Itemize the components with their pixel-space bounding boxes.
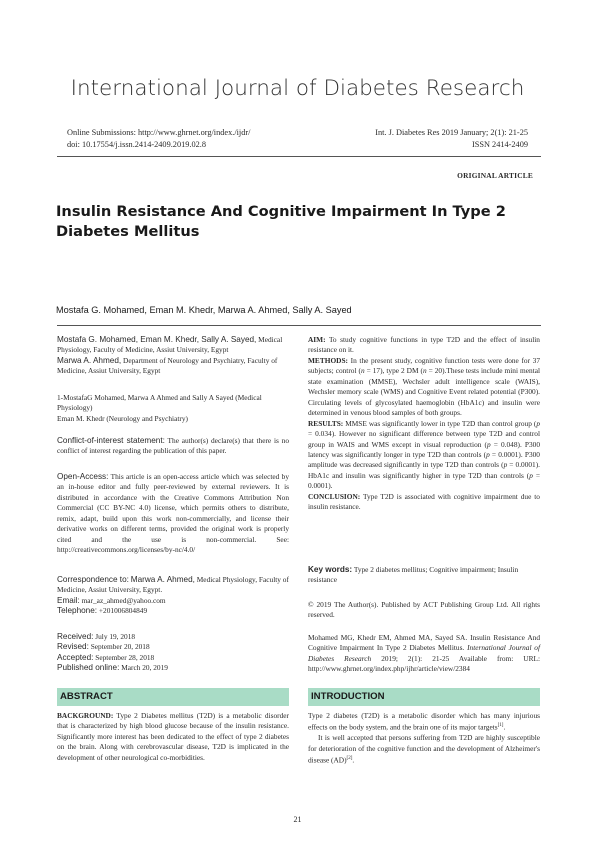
methods-label: METHODS: xyxy=(308,355,348,365)
open-access-label: Open-Access: xyxy=(57,472,109,481)
correspondence-text: Medical Physiology, Faculty of Medicine, Assiut University, Egypt. xyxy=(57,575,289,595)
open-access xyxy=(57,472,289,556)
affiliation-text-1: Medical Physiology, Faculty of Medicine, Assiut University, Egypt xyxy=(57,335,283,355)
authors-rule xyxy=(57,325,541,326)
results-p: p xyxy=(503,460,508,470)
phone-number: +201006804849 xyxy=(98,606,148,616)
aim-text: To study cognitive functions in type T2D and the effect of insulin resistance on it. xyxy=(308,335,540,355)
results-text: = 0.0001). xyxy=(308,470,540,491)
results-p: p xyxy=(486,449,490,459)
submissions-link[interactable]: Online Submissions: http://www.ghrnet.org/index./ijdr/ xyxy=(67,128,251,137)
page-number: 21 xyxy=(293,815,302,824)
intro-paragraph-2 xyxy=(308,733,540,766)
roles-line-2: Eman M. Khedr (Neurology and Psychiatry) xyxy=(57,413,188,423)
journal-meta-right xyxy=(375,127,528,151)
author-roles xyxy=(57,393,289,424)
affiliation-names-1: Mostafa G. Mohamed, Eman M. Khedr, Sally A. Sayed, xyxy=(57,335,257,344)
phone-label: Telephone: xyxy=(57,606,98,616)
received-label: Received: xyxy=(57,632,94,641)
affiliation-names-2: Marwa A. Ahmed, xyxy=(57,355,122,365)
intro-text: . xyxy=(352,755,355,765)
article-type: ORIGINAL ARTICLE xyxy=(457,171,533,180)
citation xyxy=(308,633,540,675)
aim-label: AIM: xyxy=(308,335,326,344)
copyright: © 2019 The Author(s). Published by ACT Publishing Group Ltd. All rights reserved. xyxy=(308,600,540,620)
issn: ISSN 2414-2409 xyxy=(471,140,528,149)
revised-label: Revised: xyxy=(57,642,89,652)
introduction-body xyxy=(308,711,540,766)
intro-text: Type 2 diabetes (T2D) is a metabolic disorder which has many injurious effects on the body system, and the brain one of its major targets xyxy=(308,711,540,732)
conclusion-text: Type T2D is associated with cognitive impairment due to insulin resistance. xyxy=(308,491,540,512)
published-date: March 20, 2019 xyxy=(121,663,168,673)
results-text: = 0.0001). HbA1c and insulin was significantly higher in type T2D than controls ( xyxy=(308,460,541,480)
results-p: p xyxy=(536,418,540,428)
results-text: = 0.0001). P300 amplitude was decreased significantly in type T2D than controls ( xyxy=(308,449,540,470)
abstract-background xyxy=(57,711,289,763)
abstract-methods xyxy=(308,356,540,419)
citation-short: Int. J. Diabetes Res 2019 January; 2(1): 21-25 xyxy=(375,128,528,137)
affiliations xyxy=(57,335,289,377)
abstract-conclusion xyxy=(308,492,540,513)
journal-title: International Journal of Diabetes Research xyxy=(70,76,525,101)
published-label: Published online: xyxy=(57,663,120,673)
intro-text: It is well accepted that persons suffering from T2D are highly susceptible for deterioration of the cognitive function and the development of Alzheimer's disease (AD) xyxy=(308,733,540,765)
accepted-label: Accepted: xyxy=(57,652,94,662)
citation-url[interactable]: 2019; 2(1): 21-25 Available from: URL: http://www.ghrnet.org/index.php/ijhr/article/view/2384 xyxy=(308,653,540,674)
correspondence-name: Marwa A. Ahmed, xyxy=(130,575,195,584)
open-access-text: This article is an open-access article which was selected by an in-house editor and fully peer-reviewed by external reviewers. It is distributed in accordance with the Creative Commons Attribution Non Commercial (CC BY-NC 4.0) license, which permits others to distribute, remix, adapt, build upon this work non-commercially, and license their derivative works on different terms, provided the original work is properly cited and the use is non-commercial. See: http://creativecommons.org/licenses/by-nc/4.0/ xyxy=(57,472,289,555)
results-label: RESULTS: xyxy=(308,418,344,428)
revised-date: September 20, 2018 xyxy=(90,642,150,652)
introduction-heading: INTRODUCTION xyxy=(308,688,540,706)
intro-text: . xyxy=(503,722,506,732)
abstract-body xyxy=(308,335,540,513)
methods-n: n xyxy=(422,366,427,376)
results-text: = 0.048). P300 latency was significantly longer in type T2D than controls ( xyxy=(308,439,540,459)
results-p: p xyxy=(529,470,533,480)
reference-marker[interactable]: [1] xyxy=(497,723,504,729)
methods-n: n xyxy=(360,366,365,376)
doi: doi: 10.17554/j.issn.2414-2409.2019.02.8 xyxy=(67,140,206,149)
article-dates xyxy=(57,632,289,674)
results-text: = 0.034). However no significant difference between type T2D and control group in WAIS and WMS except in visual reproduction ( xyxy=(308,429,540,449)
journal-meta-left xyxy=(67,127,250,151)
paper-title: Insulin Resistance And Cognitive Impairment In Type 2 Diabetes Mellitus xyxy=(56,203,506,240)
keywords xyxy=(308,565,540,586)
conflict-of-interest xyxy=(57,436,289,457)
coi-text: The author(s) declare(s) that there is no conflict of interest regarding the publication of this paper. xyxy=(57,436,289,456)
methods-text: = 20).These tests include mini mental state examination (MMSE), Wechsler adult intelligence scale (WAIS), Wechsler memory scale (WMS) and Cognitive Event related potential (P300). Circulating levels of glycosylated haemoglobin (HbA1c) and insulin were determined in venous blood samples of both groups. xyxy=(308,366,540,418)
keywords-label: Key words: xyxy=(308,565,353,574)
author-line: Mostafa G. Mohamed, Eman M. Khedr, Marwa A. Ahmed, Sally A. Sayed xyxy=(56,305,352,315)
coi-label: Conflict-of-interest statement: xyxy=(57,436,165,445)
citation-journal: International Journal of Diabetes Research xyxy=(308,643,540,663)
conclusion-label: CONCLUSION: xyxy=(308,491,361,501)
methods-text: = 17), type 2 DM ( xyxy=(364,366,423,376)
abstract-results xyxy=(308,419,540,492)
citation-text: Mohamed MG, Khedr EM, Ahmed MA, Sayed SA. Insulin Resistance And Cognitive Impairment In Type 2 Diabetes Mellitus. xyxy=(308,633,540,653)
accepted-date: September 28, 2018 xyxy=(95,652,155,662)
intro-paragraph-1 xyxy=(308,711,540,733)
correspondence xyxy=(57,575,289,617)
roles-line-1: 1-MostafaG Mohamed, Marwa A Ahmed and Sally A Sayed (Medical Physiology) xyxy=(57,393,262,413)
reference-marker[interactable]: [2] xyxy=(346,756,353,762)
results-p: p xyxy=(486,439,491,449)
correspondence-label: Correspondence to: xyxy=(57,575,129,584)
background-label: BACKGROUND: xyxy=(57,711,114,720)
background-text: Type 2 Diabetes mellitus (T2D) is a metabolic disorder that is characterized by high blood glucose because of the insulin resistance. Significantly more interest has been dedicated to the effect of type 2 diabetes on the brain. Along with cerebrovascular disease, T2D is implicated in the development of other neurological co-morbidities. xyxy=(57,711,289,762)
header-rule xyxy=(57,156,541,157)
email-link[interactable]: mar_az_ahmed@yahoo.com xyxy=(81,595,166,605)
received-date: July 19, 2018 xyxy=(95,632,136,641)
affiliation-text-2: Department of Neurology and Psychiatry, Faculty of Medicine, Assiut University, Egypt xyxy=(57,355,278,376)
keywords-text: Type 2 diabetes mellitus; Cognitive impairment; Insulin resistance xyxy=(308,565,519,585)
abstract-heading: ABSTRACT xyxy=(57,688,289,706)
results-text: MMSE was significantly lower in type T2D than control group ( xyxy=(345,418,537,428)
abstract-aim xyxy=(308,335,540,356)
email-label: Email: xyxy=(57,595,80,605)
methods-text: In the present study, cognitive function tests were done for 37 subjects; control ( xyxy=(308,355,541,376)
